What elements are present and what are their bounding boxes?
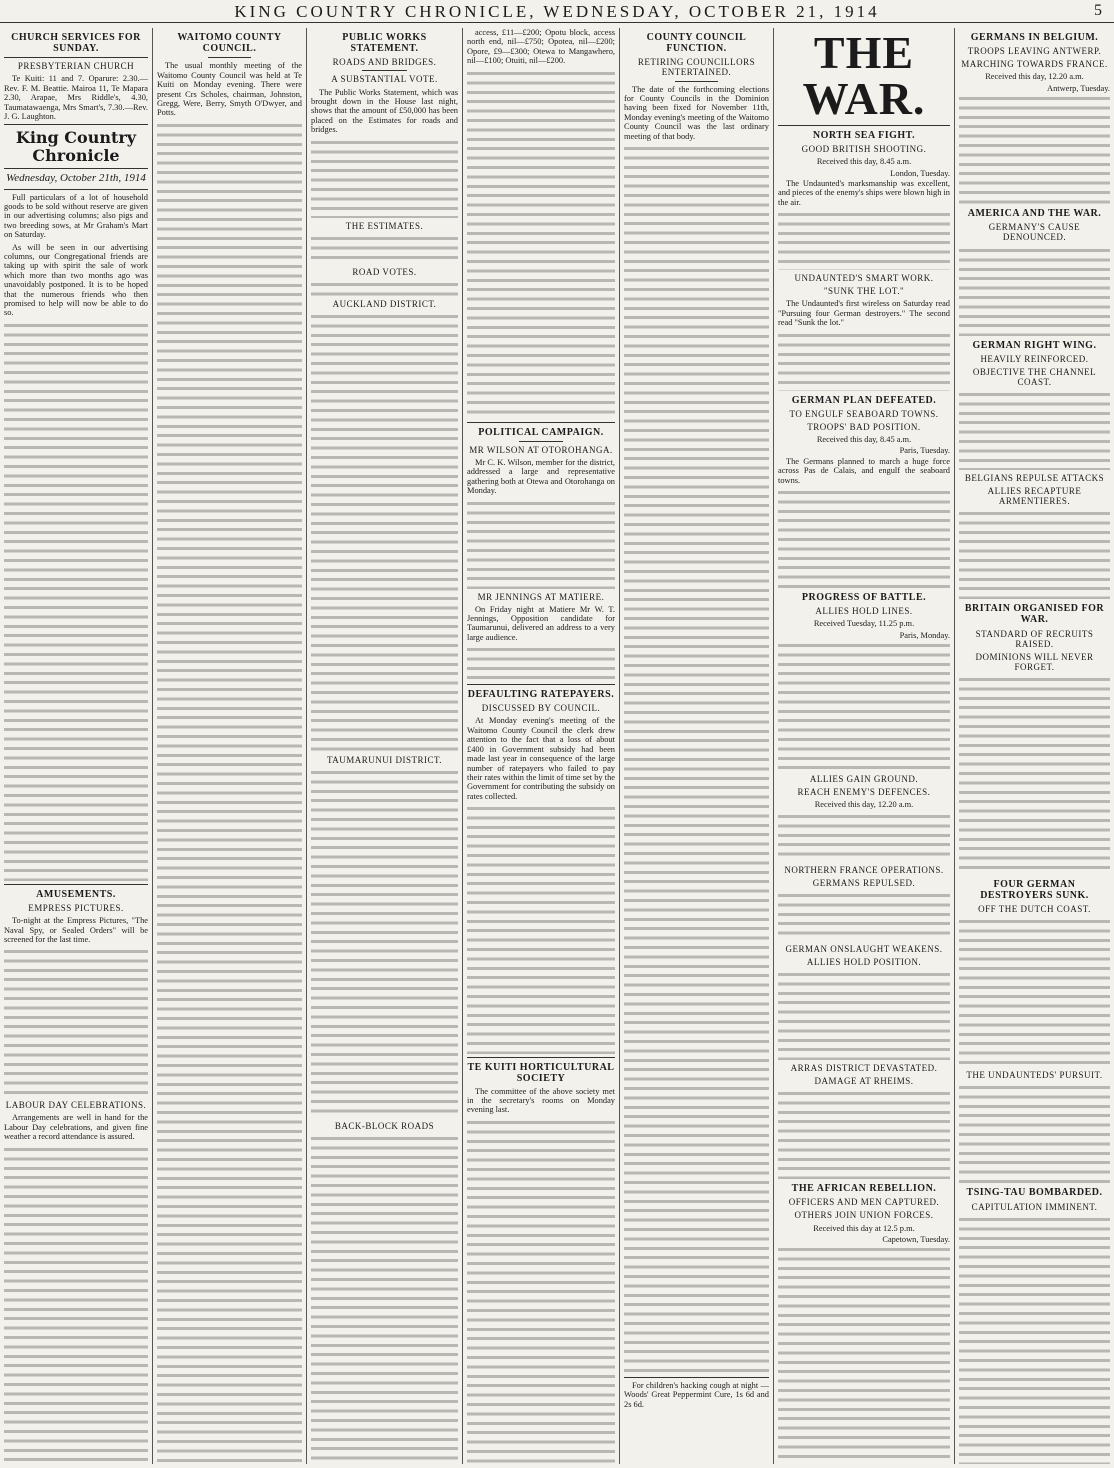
column-2 [153,28,306,1464]
labour-day-heading: LABOUR DAY CELEBRATIONS. [5,1100,147,1111]
jennings-text: On Friday night at Matiere Mr W. T. Jennings, Opposition candidate for Taumarunui, delivered an address to a very large audience. [467,604,615,642]
troops-bad-subheading: TROOPS' BAD POSITION. [807,421,921,432]
marching-subheading: MARCHING TOWARDS FRANCE. [961,59,1108,70]
article-body [778,488,950,588]
paragraph: As will be seen in our advertising columns, our Congregational friends are taking up with spirit the sale of work which more than two months ago was unavoidably postponed. It is to be hoped that the numerous friends who then promised to help will now be able to do so. [4,242,148,318]
column-6 [774,28,954,1464]
article-body [467,645,615,681]
article-body [467,1118,615,1464]
council-text: The usual monthly meeting of the Waitomo County Council was held at Te Kuiti on Monday evening. There were present Crs Scholes, chairman, Johnston, Gregg, Were, Berry, Smyth O'Dwyer, and Potts. [157,61,302,118]
public-works-heading: PUBLIC WORKS STATEMENT. [342,32,427,55]
political-campaign-heading: POLITICAL CAMPAIGN. [478,426,604,438]
pursuit-subheading: THE UNDAUNTEDS' PURSUIT. [966,1070,1103,1081]
divider [362,70,406,71]
column-3 [307,28,462,1464]
britain-organised-heading: BRITAIN ORGANISED FOR WAR. [964,603,1105,626]
others-join-subheading: OTHERS JOIN UNION FORCES. [794,1210,934,1221]
dateline: London, Tuesday. [890,168,950,178]
received-line: Received this day at 12.5 p.m. [813,1223,915,1233]
article-body [959,246,1110,336]
reinforced-subheading: HEAVILY REINFORCED. [980,353,1089,364]
defaulting-ratepayers-heading: DEFAULTING RATEPAYERS. [467,689,615,701]
article-body [959,917,1110,1067]
divider [467,422,615,423]
dutch-coast-subheading: OFF THE DUTCH COAST. [978,904,1091,915]
labour-day-text: Arrangements are well in hand for the Labour Day celebrations, and given fine weather a record attendance is assured. [4,1113,148,1142]
armentieres-subheading: ALLIES RECAPTURE ARMENTIERES. [987,486,1082,507]
cause-denounced-subheading: GERMANY'S CAUSE DENOUNCED. [988,222,1081,243]
article-body [624,144,769,1374]
paper-date: Wednesday, October 21th, 1914 [6,172,146,185]
german-plan-text: The Germans planned to march a huge force across Pas de Calais, and engulf the seaboard towns. [778,456,950,485]
article-body [311,138,458,218]
article-body [959,675,1110,875]
estimates-heading: THE ESTIMATES. [345,220,424,231]
north-sea-text: The Undaunted's marksmanship was excellent, and pieces of the enemy's ships were blown high in the air. [778,179,950,207]
article-body [157,121,302,1464]
progress-of-battle-heading: PROGRESS OF BATTLE. [801,592,927,604]
recruits-subheading: STANDARD OF RECRUITS RAISED. [975,628,1094,649]
tsing-tau-heading: TSING-TAU BOMBARDED. [966,1187,1103,1199]
defaulting-subheading: DISCUSSED BY COUNCIL. [481,703,601,714]
good-shooting-subheading: GOOD BRITISH SHOOTING. [801,144,927,155]
article-body [311,1134,458,1464]
article-body [959,1083,1110,1183]
article-body [959,509,1110,599]
divider [4,168,148,169]
peppermint-cure-ad: For children's hacking cough at night — Woods' Great Peppermint Cure, 1s 6d and 2s 6d. [624,1380,769,1409]
article-body [778,970,950,1060]
engulf-subheading: TO ENGULF SEABOARD TOWNS. [789,408,939,419]
the-war-headline: THE WAR. [802,28,926,124]
received-line: Received this day, 8.45 a.m. [816,435,912,445]
column-7 [955,28,1114,1464]
public-works-text: The Public Works Statement, which was brought down in the House last night, shows that the amount of £50,000 has been placed on the Estimates for roads and bridges. [311,87,458,135]
undaunted-text: The Undaunted's first wireless on Saturday read "Pursuing four German destroyers." The second read "Sunk the lot." [778,299,950,328]
article-body [311,280,458,296]
column-5 [620,28,773,1464]
auckland-district-heading: AUCKLAND DISTRICT. [332,298,437,309]
four-destroyers-heading: FOUR GERMAN DESTROYERS SUNK. [980,878,1089,902]
column-4 [463,28,619,1464]
church-services-heading: CHURCH SERVICES FOR SUNDAY. [11,32,141,55]
page-number: 5 [1094,2,1102,19]
lead-paragraph: Full particulars of a lot of household goods to be sold without reserve are given in our advertising columns; also pigs and two breeding sows, at Mr Graham's Mart on Saturday. [4,192,148,240]
church-text: Te Kuiti: 11 and 7. Oparure: 2.30.—Rev. F. M. Beattie. Mairoa 11, Te Mapara 2.30, Arapae, Mrs Riddle's, 4.30, Taumatawaenga, Mrs Smart's, 7.30.—Rev. J. G. Laughton. [4,74,148,122]
article-body [778,641,950,771]
channel-coast-subheading: OBJECTIVE THE CHANNEL COAST. [972,366,1097,387]
defaulting-text: At Monday evening's meeting of the Waitomo County Council the clerk drew attention to the fact that a loss of about £400 in Government subsidy had been made last year in consequence of the large number of ratepayers who failed to pay their rates within the limit of time set by the Government for contributing the subsidy on rates collected. [467,716,615,801]
divider [519,441,563,442]
article-body [467,499,615,589]
wilson-subheading: MR WILSON AT OTOROHANGA. [469,444,613,455]
county-function-subheading: RETIRING COUNCILLORS ENTERTAINED. [637,57,756,78]
received-line: Received this day, 8.45 a.m. [816,157,912,167]
allies-position-subheading: ALLIES HOLD POSITION. [806,956,922,967]
america-heading: AMERICA AND THE WAR. [967,208,1102,220]
divider [4,884,148,885]
horticultural-text: The committee of the above society met in the secretary's rooms on Monday evening last. [467,1086,615,1115]
article-body [959,94,1110,204]
article-body [311,312,458,752]
page-header [0,0,1114,23]
reach-defences-subheading: REACH ENEMY'S DEFENCES. [797,787,931,798]
german-plan-heading: GERMAN PLAN DEFEATED. [791,394,937,406]
horticultural-heading: TE KUITI HORTICULTURAL SOCIETY [467,1062,615,1085]
received-line: Received this day, 12.20 a.m. [985,72,1084,82]
divider [675,81,719,82]
article-body [778,1089,950,1179]
page-header-title: KING COUNTRY CHRONICLE, WEDNESDAY, OCTOBER 21, 1914 [234,2,880,21]
divider [624,1377,769,1378]
germans-repulsed-subheading: GERMANS REPULSED. [812,877,916,888]
african-rebellion-heading: THE AFRICAN REBELLION. [791,1183,937,1195]
belgians-repulse-subheading: BELGIANS REPULSE ATTACKS [964,472,1105,483]
rheims-subheading: DAMAGE AT RHEIMS. [814,1076,914,1087]
article-body [311,768,458,1118]
divider [778,125,950,126]
allies-hold-subheading: ALLIES HOLD LINES. [815,606,913,617]
dateline: Capetown, Tuesday. [882,1234,950,1244]
divider [208,57,252,58]
article-body [4,947,148,1097]
leaving-antwerp-subheading: TROOPS LEAVING ANTWERP. [967,46,1102,57]
dateline: Antwerp, Tuesday. [1047,83,1110,93]
article-body [467,69,615,419]
dominions-subheading: DOMINIONS WILL NEVER FORGET. [975,651,1094,672]
divider [4,57,148,58]
article-body [467,804,615,1054]
article-body [778,331,950,391]
article-body [311,234,458,264]
germans-belgium-heading: GERMANS IN BELGIUM. [970,32,1099,43]
road-votes-heading: ROAD VOTES. [352,266,417,277]
allies-gain-subheading: ALLIES GAIN GROUND. [809,774,919,785]
presbyterian-heading: PRESBYTERIAN CHURCH [17,61,135,72]
jennings-subheading: MR JENNINGS AT MATIERE. [477,591,605,602]
column-1 [0,28,152,1464]
officers-captured-subheading: OFFICERS AND MEN CAPTURED. [788,1197,940,1208]
county-function-text: The date of the forthcoming elections for County Councils in the Dominion having been fixed for November 11th, Monday evening's meeting of the Waitomo County Council was the last ordinary meeting of that body. [624,84,769,141]
capitulation-subheading: CAPITULATION IMMINENT. [971,1201,1098,1212]
county-function-heading: COUNTY COUNCIL FUNCTION. [646,32,747,55]
arras-subheading: ARRAS DISTRICT DEVASTATED. [790,1063,938,1073]
empress-text: To-night at the Empress Pictures, "The Naval Spy, or Sealed Orders" will be screened for the last time. [4,916,148,944]
divider [4,189,148,190]
article-body [778,1245,950,1464]
dateline: Paris, Monday. [899,630,950,640]
back-block-heading: BACK-BLOCK ROADS [334,1120,435,1131]
empress-heading: EMPRESS PICTURES. [28,903,124,914]
north-sea-heading: NORTH SEA FIGHT. [812,130,916,141]
article-body [4,1145,148,1464]
received-line: Received Tuesday, 11.25 p.m. [813,619,915,629]
substantial-vote-subheading: A SUBSTANTIAL VOTE. [331,74,438,85]
article-body [959,1215,1110,1464]
onslaught-subheading: GERMAN ONSLAUGHT WEAKENS. [785,943,943,954]
votes-continued-text: access, £11—£200; Opotu block, access north end, nil—£750; Opotea, nil—£200; Opore, £9—£300; Otewa to Mangawhero, nil—£100; Otuiti, nil—£200. [467,28,615,66]
northern-france-subheading: NORTHERN FRANCE OPERATIONS. [784,864,944,875]
article-body [778,812,950,862]
received-line: Received this day, 12.20 a.m. [814,800,914,810]
divider [467,684,615,685]
smart-work-subheading: UNDAUNTED'S SMART WORK. [794,273,934,284]
taumarunui-district-heading: TAUMARUNUI DISTRICT. [326,754,443,765]
roads-bridges-subheading: ROADS AND BRIDGES. [332,57,437,68]
dateline: Paris, Tuesday. [899,446,950,456]
divider [467,1057,615,1058]
amusements-heading: AMUSEMENTS. [36,888,116,900]
article-body [959,390,1110,470]
article-body [4,321,148,881]
paper-nameplate: King Country Chronicle [15,128,137,166]
right-wing-heading: GERMAN RIGHT WING. [972,339,1097,351]
article-body [778,210,950,270]
sunk-the-lot-subheading: "SUNK THE LOT." [823,286,905,297]
wilson-text: Mr C. K. Wilson, member for the district, addressed a large and representative gathering both at Otewa and Otorohanga on Monday. [467,457,615,496]
waitomo-council-heading: WAITOMO COUNTY COUNCIL. [177,32,282,55]
divider [4,124,148,125]
article-body [778,891,950,941]
